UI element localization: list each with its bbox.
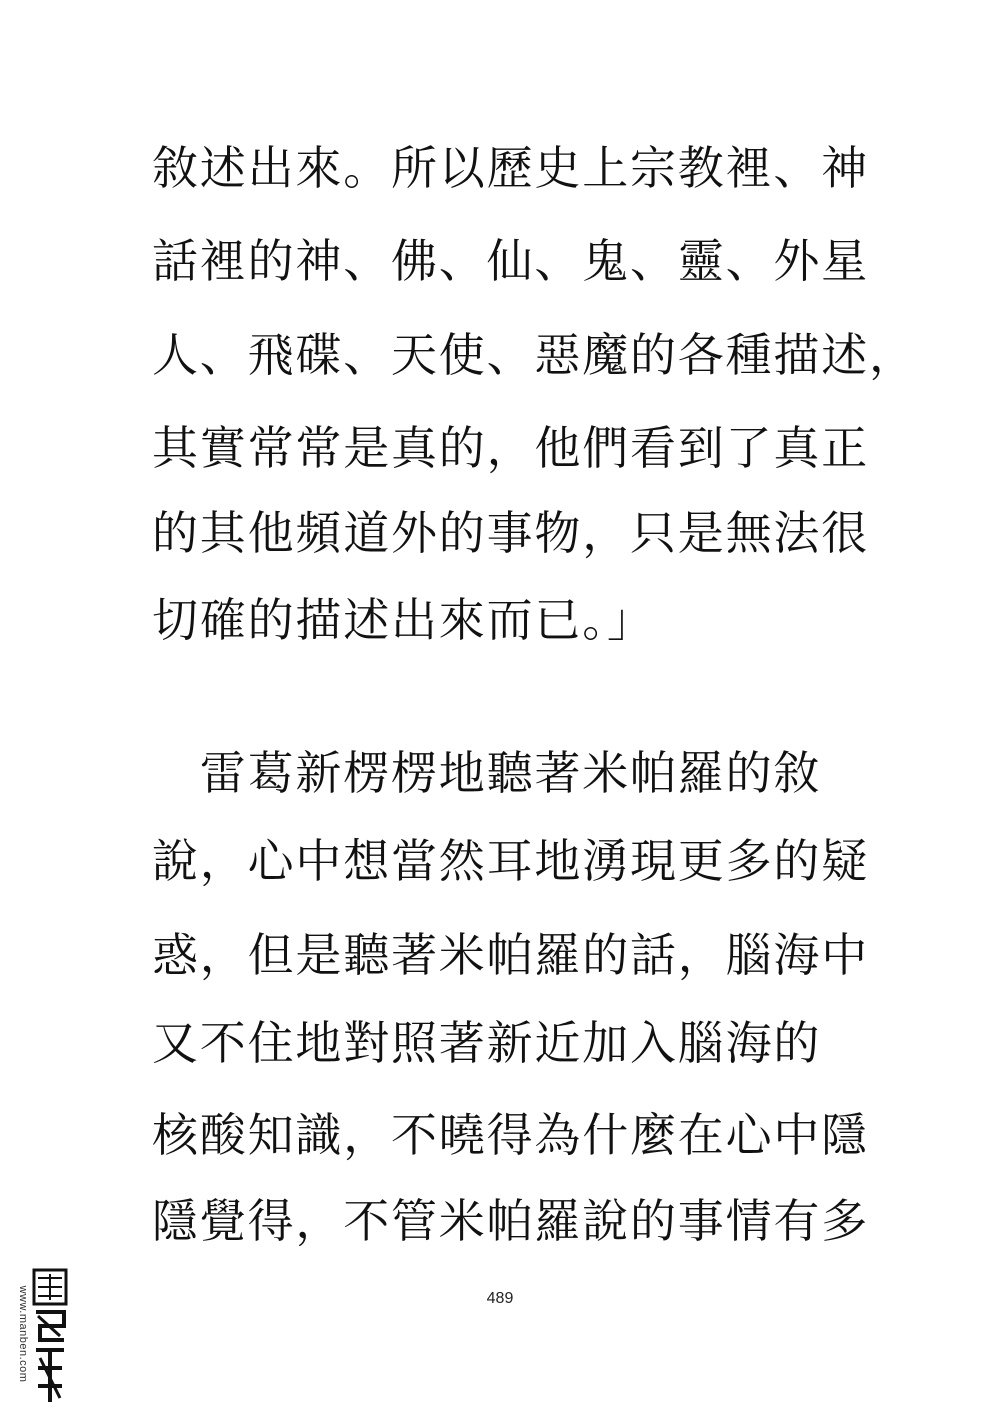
watermark-url: www.manben.com [17, 1285, 29, 1383]
watermark-logo [30, 1268, 70, 1408]
body-text-line: 雷葛新楞楞地聽著米帕羅的敘 [152, 746, 822, 800]
body-text-line: 切確的描述出來而已。」 [152, 593, 655, 647]
body-text-line: 的其他頻道外的事物，只是無法很 [152, 506, 869, 560]
body-text-line: 又不住地對照著新近加入腦海的 [152, 1016, 822, 1070]
body-text-line: 說，心中想當然耳地湧現更多的疑 [152, 834, 869, 888]
body-text-line: 惑，但是聽著米帕羅的話，腦海中 [152, 928, 869, 982]
body-text-line: 隱覺得，不管米帕羅說的事情有多 [152, 1194, 869, 1248]
body-text-line: 敘述出來。所以歷史上宗教裡、神 [152, 141, 869, 195]
page-number: 489 [486, 1290, 514, 1307]
body-text-line: 核酸知識，不曉得為什麼在心中隱 [152, 1108, 869, 1162]
body-text-line: 人、飛碟、天使、惡魔的各種描述， [152, 328, 917, 382]
body-text-line: 話裡的神、佛、仙、鬼、靈、外星 [152, 234, 869, 288]
body-text-line: 其實常常是真的，他們看到了真正 [152, 421, 869, 475]
watermark [6, 1268, 72, 1408]
